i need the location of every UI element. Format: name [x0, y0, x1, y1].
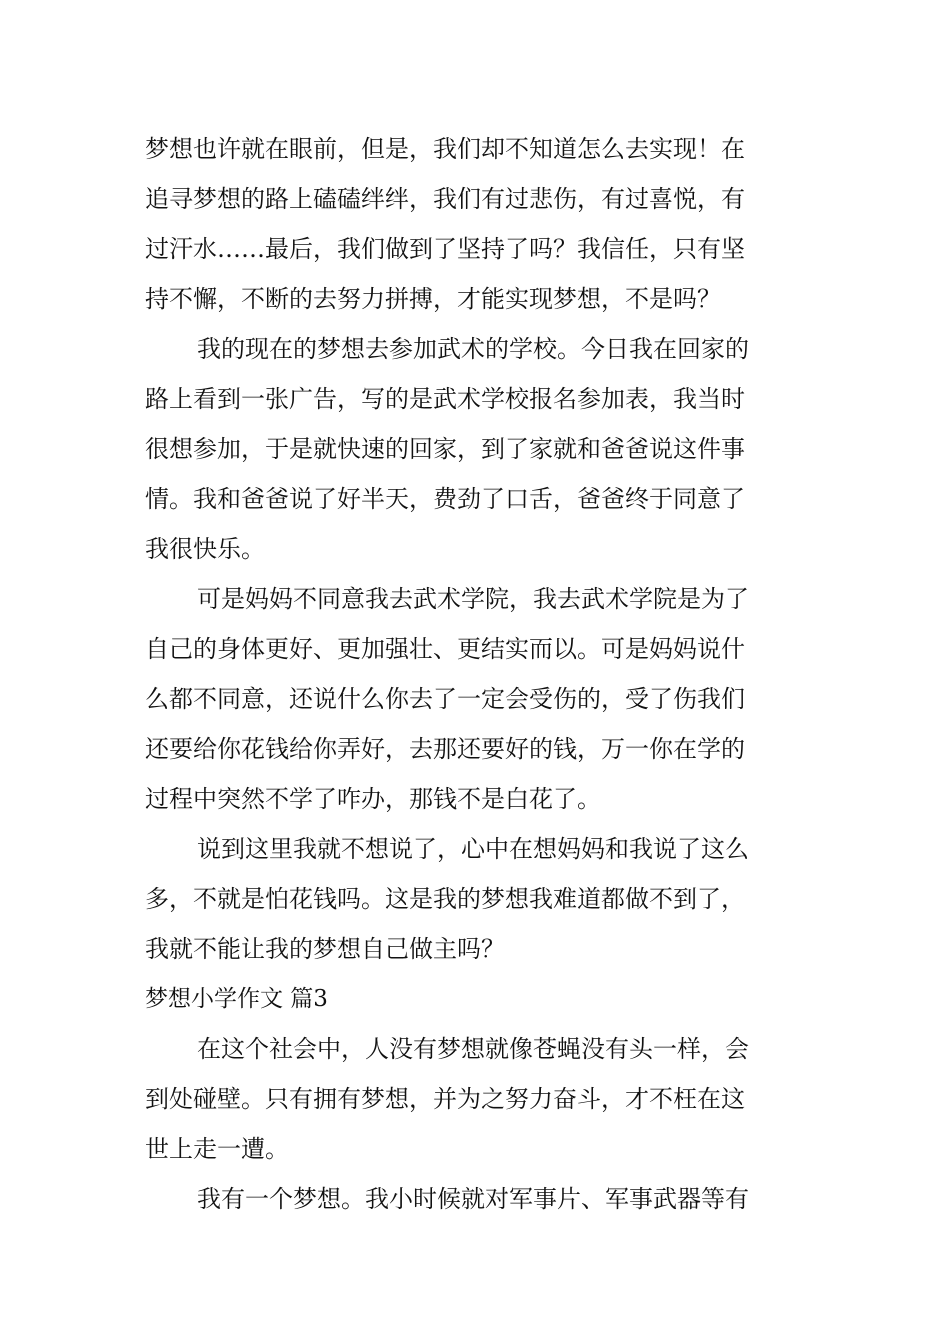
paragraph-first-line: 说到这里我就不想说了，心中在想妈妈和我说了这么 — [197, 835, 749, 863]
text-line: 持不懈，不断的去努力拼搏，才能实现梦想，不是吗？ — [145, 285, 721, 313]
text-line: 么都不同意，还说什么你去了一定会受伤的，受了伤我们 — [145, 685, 745, 713]
paragraph-first-line: 我的现在的梦想去参加武术的学校。今日我在回家的 — [197, 335, 749, 363]
paragraph-first-line: 我有一个梦想。我小时候就对军事片、军事武器等有 — [197, 1185, 749, 1213]
text-line: 到处碰壁。只有拥有梦想，并为之努力奋斗，才不枉在这 — [145, 1085, 745, 1113]
text-line: 过程中突然不学了咋办，那钱不是白花了。 — [145, 785, 601, 813]
text-line: 很想参加，于是就快速的回家，到了家就和爸爸说这件事 — [145, 435, 745, 463]
document-body — [145, 124, 807, 1224]
text-line: 路上看到一张广告，写的是武术学校报名参加表，我当时 — [145, 385, 745, 413]
text-line: 追寻梦想的路上磕磕绊绊，我们有过悲伤，有过喜悦，有 — [145, 185, 745, 213]
text-line: 过汗水……最后，我们做到了坚持了吗？我信任，只有坚 — [145, 235, 745, 263]
text-line: 多，不就是怕花钱吗。这是我的梦想我难道都做不到了， — [145, 885, 745, 913]
text-line: 还要给你花钱给你弄好，去那还要好的钱，万一你在学的 — [145, 735, 745, 763]
text-line: 世上走一遭。 — [145, 1135, 289, 1163]
paragraph-first-line: 可是妈妈不同意我去武术学院，我去武术学院是为了 — [197, 585, 749, 613]
text-line: 我很快乐。 — [145, 535, 265, 563]
section-heading: 梦想小学作文 篇3 — [145, 986, 328, 1012]
text-line: 梦想也许就在眼前，但是，我们却不知道怎么去实现！在 — [145, 135, 745, 163]
paragraph-first-line: 在这个社会中，人没有梦想就像苍蝇没有头一样，会 — [197, 1035, 749, 1063]
text-line: 我就不能让我的梦想自己做主吗？ — [145, 935, 505, 963]
text-line: 情。我和爸爸说了好半天，费劲了口舌，爸爸终于同意了 — [145, 485, 745, 513]
text-line: 自己的身体更好、更加强壮、更结实而以。可是妈妈说什 — [145, 635, 745, 663]
